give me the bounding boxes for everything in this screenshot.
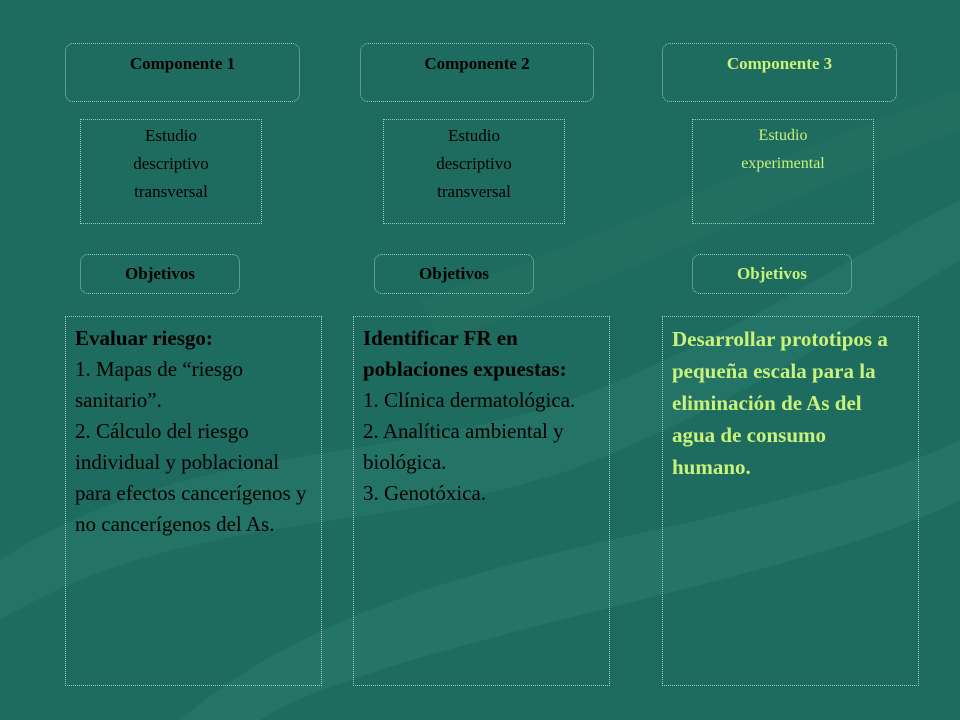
- component-3-label: [662, 43, 897, 102]
- component-2-objectives-label: [374, 254, 534, 294]
- component-3-objectives-box: [662, 316, 919, 686]
- component-1-objectives-label: [80, 254, 240, 294]
- component-1-study-line: descriptivo: [133, 154, 209, 173]
- component-2-objectives-box: [353, 316, 610, 686]
- component-3-study-line: Estudio: [758, 127, 808, 144]
- component-3-study-line: experimental: [741, 155, 825, 172]
- component-2-study-line: transversal: [437, 182, 511, 201]
- component-3-objectives-label: [692, 254, 852, 294]
- component-1-objective-item: 1. Mapas de “riesgo sanitario”.: [75, 357, 243, 412]
- component-2-objective-item: 1. Clínica dermatológica.: [363, 388, 576, 412]
- component-3-objectives-text: Objetivos: [737, 264, 807, 283]
- component-1-objective-item: 2. Cálculo del riesgo individual y poblacional para efectos cancerígenos y no cancerígenos del As.: [75, 419, 307, 536]
- component-3-objectives-body: Desarrollar prototipos a pequeña escala para la eliminación de As del agua de consumo humano.: [672, 327, 888, 479]
- component-2-objective-item: 3. Genotóxica.: [363, 481, 487, 505]
- component-2-study-box: [383, 119, 565, 224]
- component-1-text: Componente 1: [129, 53, 236, 73]
- component-2-objective-item: 2. Analítica ambiental y biológica.: [363, 419, 564, 474]
- component-3-text: Componente 3: [726, 53, 833, 73]
- component-2-study-line: descriptivo: [436, 154, 512, 173]
- component-1-objectives-title: Evaluar riesgo:: [75, 326, 213, 350]
- component-2-objectives-title: Identificar FR en poblaciones expuestas:: [363, 326, 567, 381]
- component-2-objectives-text: Objetivos: [419, 264, 489, 283]
- component-1-study-line: Estudio: [145, 126, 197, 145]
- component-3-study-box: [692, 119, 874, 224]
- component-2-label: [360, 43, 594, 102]
- component-1-label: [65, 43, 300, 102]
- component-2-text: Componente 2: [424, 53, 530, 73]
- component-1-objectives-text: Objetivos: [125, 264, 195, 283]
- component-2-study-line: Estudio: [448, 126, 500, 145]
- component-1-study-box: [80, 119, 262, 224]
- component-1-study-line: transversal: [134, 182, 208, 201]
- component-1-objectives-box: [65, 316, 322, 686]
